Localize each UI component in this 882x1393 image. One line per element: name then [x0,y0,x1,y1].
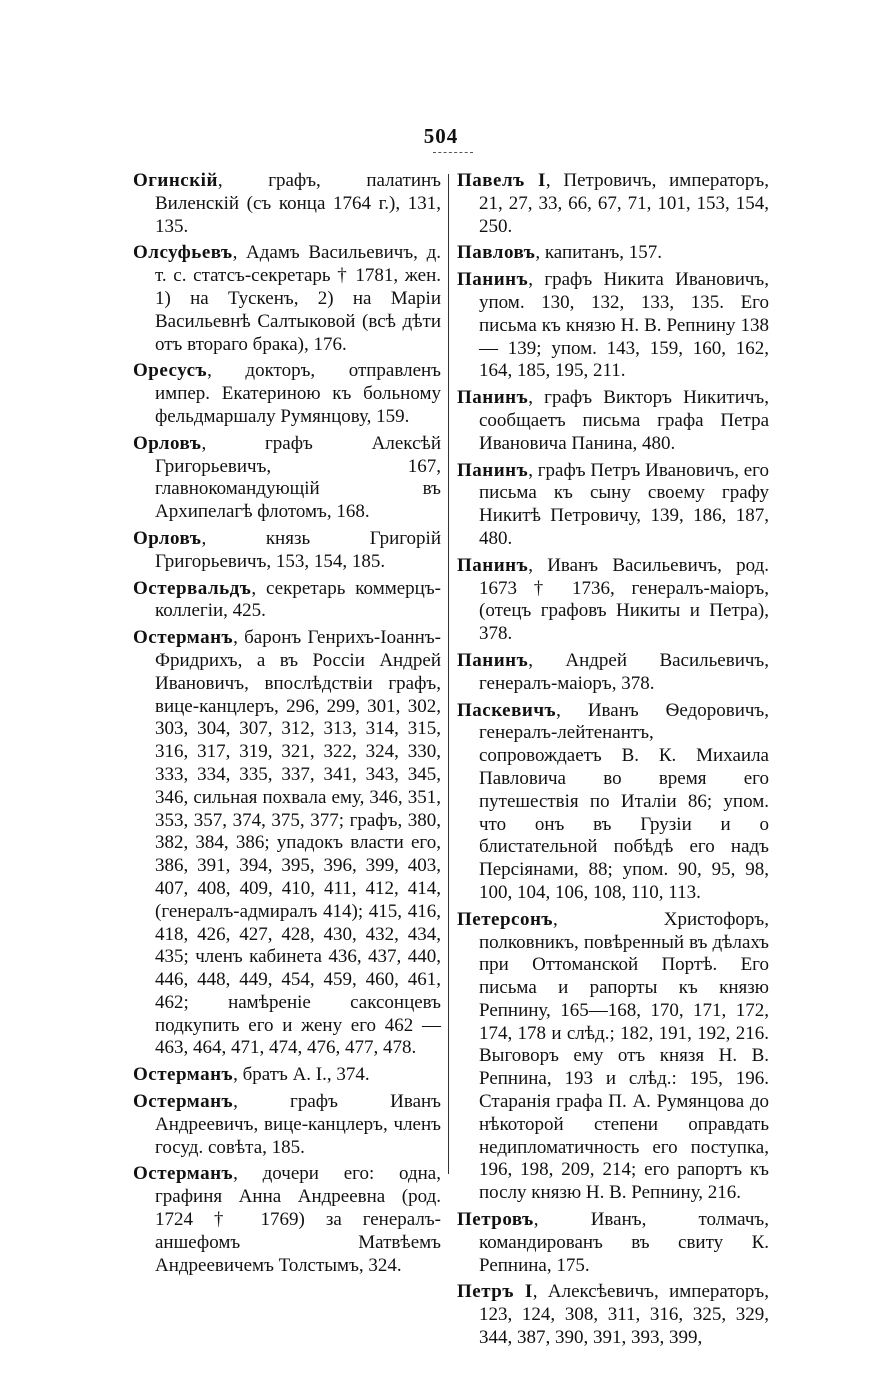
index-entry [457,555,769,646]
entry-name: Панинъ [457,269,529,291]
entry-text: , капитанъ, 157. [535,242,663,264]
index-column-left [133,170,441,1281]
entry-text: , графъ, палатинъ Виленскій (съ конца 1764 г.), 131, 135. [155,170,441,237]
entry-name: Орловъ [133,432,202,454]
entry-name: Остерманъ [133,627,234,649]
index-entry [133,1064,441,1087]
index-entry [133,433,441,524]
entry-text: , Христофоръ, полковникъ, повѣренный въ дѣлахъ при Оттоманской Портѣ. Его письма и рапорты къ князю Репнину, 165—168, 170, 171, 172, 174, 178 и слѣд.; 182, 191, 192, 216. Выговоръ ему отъ князя Н. В. Репнина, 193 и слѣд.: 195, 196. Старанія графа П. А. Румянцова до нѣкоторой степени оправдать недипломатичность его поступка, 196, 198, 209, 214; его рапортъ къ послу князю Н. В. Репнину, 216. [479,908,769,1204]
entry-name: Остерманъ [133,1163,234,1185]
index-entry [133,1091,441,1159]
entry-text: , Андрей Васильевичъ, генералъ-маіоръ, 378. [479,649,769,694]
entry-text: , докторъ, отправленъ импер. Екатериною къ больному фельдмаршалу Румянцову, 159. [155,360,441,427]
index-entry [457,170,769,238]
entry-name: Паскевичъ [457,699,557,721]
entry-text: , Адамъ Васильевичъ, д. т. с. статсъ-секретарь † 1781, жен. 1) на Тускенъ, 2) на Маріи Васильевнѣ Салтыковой (всѣ дѣти отъ втораго брака), 176. [155,242,441,355]
entry-name: Огинскій [133,170,218,191]
entry-text: , Иванъ, толмачъ, командированъ въ свиту К. Репнина, 175. [479,1209,769,1276]
entry-name: Оресусъ [133,360,208,382]
entry-name: Петровъ [457,1209,534,1231]
index-entry [457,1281,769,1349]
index-entry [457,650,769,696]
entry-name: Олсуфьевъ [133,242,233,264]
index-entry [457,909,769,1205]
index-entry [457,387,769,455]
index-column-right [457,170,769,1354]
index-entry [133,627,441,1060]
page-number: 504 [423,124,459,148]
index-entry [457,1209,769,1277]
entry-text: , дочери его: одна, графиня Анна Андреевна (род. 1724 † 1769) за генералъ-аншефомъ Матвѣемъ Андреевичемъ Толстымъ, 324. [155,1163,441,1276]
entry-text: , Петровичъ, императоръ, 21, 27, 33, 66, 67, 71, 101, 153, 154, 250. [479,170,769,237]
entry-text: , графъ Петръ Ивановичъ, его письма къ сыну своему графу Никитѣ Петровичу, 139, 186, 187, 480. [479,459,769,549]
page-number-rule [433,152,473,153]
entry-text: , графъ Иванъ Андреевичъ, вице-канцлеръ, членъ госуд. совѣта, 185. [155,1091,441,1158]
entry-name: Панинъ [457,387,529,409]
index-entry [133,1163,441,1277]
index-entry [133,360,441,428]
index-entry [133,170,441,238]
entry-name: Петръ І [457,1281,533,1303]
column-divider [448,174,449,1174]
entry-name: Остервальдъ [133,577,252,599]
entry-text: , графъ Викторъ Никитичъ, сообщаетъ письма графа Петра Ивановича Панина, 480. [479,387,769,454]
index-entry [133,528,441,574]
entry-name: Павелъ І [457,170,546,191]
entry-name: Павловъ [457,242,536,264]
index-entry [457,242,769,265]
entry-name: Панинъ [457,459,529,481]
entry-text: , Иванъ Ѳедоровичъ, генералъ-лейтенантъ, сопровождаетъ В. К. Михаила Павловича во время его путешествія по Италіи 86; упом. что онъ въ Грузіи и о блистательной побѣдѣ его надъ Персіянами, 88; упом. 90, 95, 98, 100, 104, 106, 108, 110, 113. [479,699,769,903]
entry-name: Остерманъ [133,1064,234,1086]
entry-name: Панинъ [457,554,529,576]
index-entry [133,578,441,624]
entry-text: , графъ Алексѣй Григорьевичъ, 167, главнокомандующій въ Архипелагѣ флотомъ, 168. [155,432,441,523]
entry-name: Орловъ [133,527,202,549]
entry-text: , баронъ Генрихъ-Іоаннъ-Фридрихъ, а въ Россіи Андрей Ивановичъ, впослѣдствіи графъ, вице-канцлеръ, 296, 299, 301, 302, 303, 304, 307, 312, 313, 314, 315, 316, 317, 319, 321, 322, 324, 330, 333, 334, 335, 337, 341, 343, 345, 346, сильная похвала ему, 346, 351, 353, 357, 374, 375, 377; графъ, 380, 382, 384, 386; упадокъ власти его, 386, 391, 394, 395, 396, 399, 403, 407, 408, 409, 410, 411, 412, 414, (генералъ-адмиралъ 414); 415, 416, 418, 426, 427, 428, 430, 432, 434, 435; членъ кабинета 436, 437, 440, 446, 448, 449, 454, 459, 460, 461, 462; намѣреніе саксонцевъ подкупить его и жену его 462 — 463, 464, 471, 474, 476, 477, 478. [155,627,441,1059]
index-entry [457,269,769,383]
entry-text: , секретарь коммерцъ-коллегіи, 425. [155,577,441,622]
entry-name: Петерсонъ [457,908,554,930]
entry-text: , князь Григорій Григорьевичъ, 153, 154, 185. [155,527,441,572]
entry-name: Остерманъ [133,1091,234,1113]
index-entry [457,700,769,905]
entry-name: Панинъ [457,649,529,671]
index-entry [133,242,441,356]
entry-text: , братъ А. І., 374. [233,1064,370,1086]
entry-text: , графъ Никита Ивановичъ, упом. 130, 132, 133, 135. Его письма къ князю Н. В. Репнину 138 — 139; упом. 143, 159, 160, 162, 164, 185, 195, 211. [479,269,769,382]
entry-text: , Иванъ Васильевичъ, род. 1673 † 1736, генералъ-маіоръ, (отецъ графовъ Никиты и Петра), 378. [479,554,769,645]
entry-text: , Алексѣевичъ, императоръ, 123, 124, 308, 311, 316, 325, 329, 344, 387, 390, 391, 393, 399, [479,1281,769,1349]
index-entry [457,460,769,551]
